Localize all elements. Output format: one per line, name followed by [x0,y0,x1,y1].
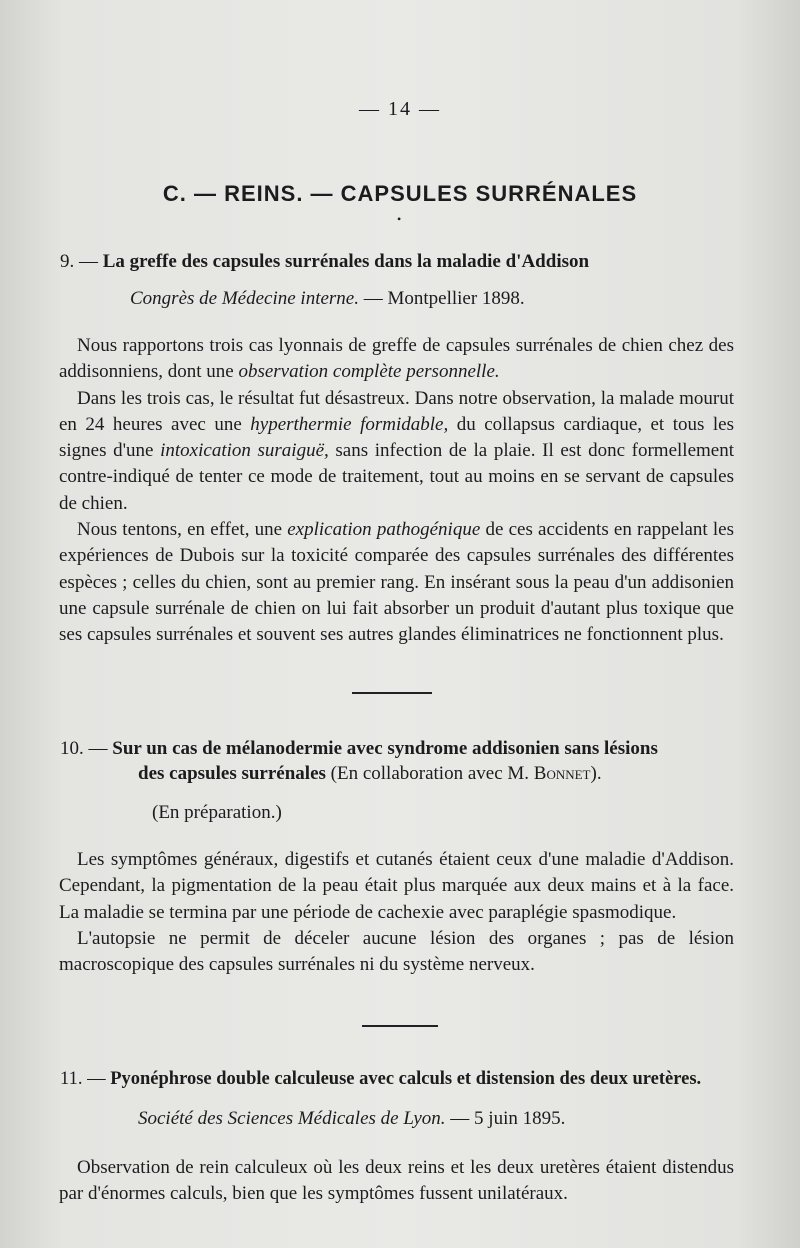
entry-10-body [59,847,734,978]
page-number: — 14 — [359,98,441,120]
paragraph: Nous tentons, en effet, une explication pathogénique de ces accidents en rappelant les expériences de Dubois sur la toxicité comparée des capsules surrénales des différentes espèces ; celles du chien, sont au premier rang. En insérant sous la peau d'un addisonien une capsule surrénale de chien on lui fait absorber un produit d'autant plus toxique que ses capsules surrénales et souvent ses autres glandes éliminatrices ne fonctionnent plus. [59,519,734,646]
entry-10-status: (En préparation.) [152,802,282,823]
entry-title-text: Pyonéphrose double calculeuse avec calculs et distension des deux uretères. [110,1069,702,1089]
entry-title-text: des capsules surrénales [138,763,326,784]
section-bullet: • [397,212,402,226]
source-name: Congrès de Médecine interne. [130,288,359,309]
entry-10-title [60,738,658,760]
entry-11-source [138,1108,565,1130]
source-name: Société des Sciences Médicales de Lyon. [138,1108,446,1129]
divider [362,1025,438,1027]
paragraph: Dans les trois cas, le résultat fut désastreux. Dans notre observation, la malade mourut en 24 heures avec une hyperthermie formidable, du collapsus cardiaque, et tous les signes d'une intoxication suraiguë, sans infection de la plaie. Il est donc formellement contre-indiqué de tenter ce mode de traitement, tout au moins en se servant de capsules de chien. [59,387,734,514]
divider [352,692,432,694]
entry-9-source [130,288,525,310]
entry-title-text: Sur un cas de mélanodermie avec syndrome addisonien sans lésions [112,738,658,759]
entry-11-body [59,1155,734,1208]
entry-10-title-cont [138,763,602,785]
entry-number: 9. — [60,251,98,272]
entry-9-title [60,251,589,273]
entry-9-body [59,333,734,649]
paragraph: Observation de rein calculeux où les deux reins et les deux uretères étaient distendus par d'énormes calculs, bien que les symptômes fussent unilatéraux. [59,1157,734,1205]
source-detail: — Montpellier 1898. [358,288,525,309]
collaboration-note: (En collaboration avec M. Bonnet). [325,763,602,784]
paragraph: Les symptômes généraux, digestifs et cutanés étaient ceux d'une maladie d'Addison. Cependant, la pigmentation de la peau était plus marquée aux deux mains et à la face. La maladie se termina par une période de cachexie avec paraplégie spasmodique. [59,849,734,923]
entry-title-text: La greffe des capsules surrénales dans la maladie d'Addison [102,251,590,272]
section-title: C. — REINS. — CAPSULES SURRÉNALES [162,181,638,206]
entry-number: 11. — [60,1069,106,1089]
paragraph: L'autopsie ne permit de déceler aucune lésion des organes ; pas de lésion macroscopique des capsules surrénales ni du système nerveux. [59,927,734,976]
paragraph: Nous rapportons trois cas lyonnais de greffe de capsules surrénales de chien chez des addisonniens, dont une observation complète personnelle. [59,335,734,383]
entry-11-title [60,1069,701,1090]
entry-number: 10. — [60,738,108,759]
source-detail: — 5 juin 1895. [445,1108,566,1129]
